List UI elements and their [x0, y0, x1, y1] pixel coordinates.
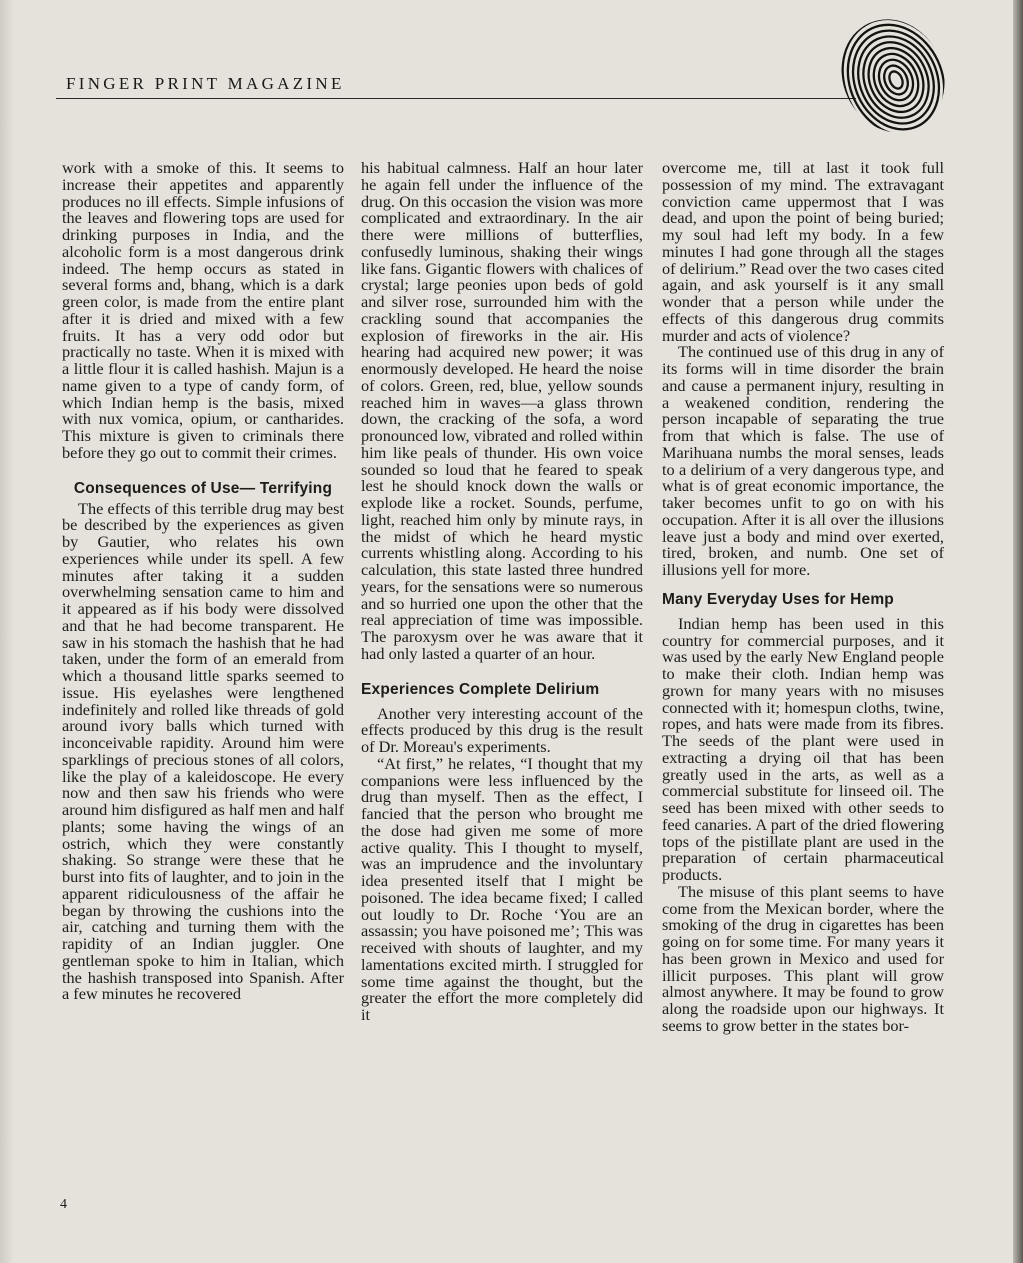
paragraph: Another very interesting account of the effects produced by this drug is the result of Dr. Moreau's experiments. — [361, 703, 643, 756]
text-column-3 — [662, 160, 944, 1035]
spacer — [62, 462, 344, 480]
fingerprint-logo — [838, 14, 948, 138]
text-column-1 — [62, 160, 344, 1003]
paragraph: The effects of this terrible drug may best be described by the experiences as given by Gautier, who relates his own experiences while under its spell. A few minutes after taking it a sudden overwhelming sensation came to him and it appeared as if his body were dissolved and that he had become transparent. He saw in his stomach the hashish that he had taken, under the form of an emerald from which a thousand little sparks seemed to issue. His eyelashes were lengthened indefinitely and rolled like threads of gold around ivory balls which turned with inconceivable rapidity. Around him were sparklings of precious stones of all colors, like the play of a kaleidoscope. He every now and then saw his friends who were around him disfigured as half men and half plants; some having the wings of an ostrich, which they were constantly shaking. So strange were these that he burst into fits of laughter, and to join in the apparent ridiculousness of the affair he began by throwing the cushions into the air, catching and turning them with the rapidity of an Indian juggler. One gentleman spoke to him in Italian, which the hashish transposed into Spanish. After a few minutes he recovered — [62, 498, 344, 1004]
paragraph: work with a smoke of this. It seems to increase their appetites and apparently produces no ill effects. Simple infusions of the leaves and flowering tops are used for drinking purposes in India, and the alcoholic form is a most dangerous drink indeed. The hemp occurs as stated in several forms and, bhang, which is a dark green color, is made from the entire plant after it is dried and mixed with a few fruits. It has a very odd odor but practically no taste. When it is mixed with a little flour it is called hashish. Majun is a name given to a type of candy form, of which Indian hemp is the basis, mixed with nux vomica, opium, or cantharides. This mixture is given to criminals there before they go out to commit their crimes. — [62, 158, 344, 462]
running-header: FINGER PRINT MAGAZINE — [66, 74, 345, 93]
paragraph: The continued use of this drug in any of its forms will in time disorder the brain and cause a permanent injury, resulting in a weakened condition, rendering the person incapable of separating the true from that which is false. The use of Marihuana numbs the moral senses, leads to a delirium of a very dangerous type, and what is of great economic importance, the taker becomes unfit to go on with his occupation. After it is all over the illusions leave just a body and mind over exerted, tired, broken, and numb. One set of illusions yell for more. — [662, 342, 944, 579]
paragraph: overcome me, till at last it took full possession of my mind. The extravagant conviction came uppermost that I was dead, and upon the point of being buried; my soul had left my body. In a few minutes I had gone through all the stages of delirium.” Read over the two cases cited again, and ask yourself is it any small wonder that a person while under the effects of this dangerous drug commits murder and acts of violence? — [662, 158, 944, 345]
paragraph: “At first,” he relates, “I thought that my companions were less influenced by the drug than myself. Then as the effect, I fancied that the person who brought me the dose had given me some of more active quality. This I thought to myself, was an imprudence and the involuntary idea presented itself that I might be poisoned. The idea became fixed; I called out loudly to Dr. Roche ‘You are an assassin; you have poisoned me’; This was received with shouts of laughter, and my lamentations excited mirth. I struggled for some time against the thought, but the greater the effort the more completely did it — [361, 753, 643, 1024]
section-heading: Experiences Complete Delirium — [361, 680, 600, 698]
section-heading: Many Everyday Uses for Hemp — [662, 590, 894, 608]
header-rule — [56, 98, 856, 99]
page-number: 4 — [60, 1197, 67, 1212]
section-heading: Consequences of Use— Terrifying — [73, 479, 333, 497]
spacer — [662, 579, 944, 591]
paragraph: The misuse of this plant seems to have come from the Mexican border, where the smoking of the drug in cigarettes has been going on for some time. For many years it has been grown in Mexico and used for illicit purposes. This plant will grow almost anywhere. It may be found to grow along the roadside upon our highways. It seems to grow better in the states bor- — [662, 881, 944, 1035]
gutter-shadow — [0, 0, 14, 1263]
page-edge-shadow — [1013, 0, 1023, 1263]
spacer — [361, 663, 643, 681]
paragraph: his habitual calmness. Half an hour later he again fell under the influence of the drug. On this occasion the vision was more complicated and extraordinary. In the air there were millions of butterflies, confusedly luminous, shaking their wings like fans. Gigantic flowers with chalices of crystal; large peonies upon beds of gold and silver rose, surrounded him with the crackling sound that accompanies the explosion of fireworks in the air. His hearing had acquired new power; it was enormously developed. He heard the noise of colors. Green, red, blue, yellow sounds reached him in waves—a glass thrown down, the cracking of the sofa, a word pronounced low, vibrated and rolled within him like peals of thunder. His own voice sounded so loud that he feared to speak lest he should knock down the walls or explode like a rocket. Sounds, perfume, light, reached him only by minute rays, in the midst of which he heard mystic currents whistling along. According to his calculation, this state lasted three hundred years, for the sensations were so numerous and so hurried one upon the other that the real appreciation of time was impossible. The paroxysm over he was aware that it had only lasted a quarter of an hour. — [361, 158, 643, 663]
text-column-2 — [361, 160, 643, 1024]
paragraph: Indian hemp has been used in this country for commercial purposes, and it was used by the early New England people to make their cloth. Indian hemp was grown for many years with no misuses connected with it; homespun cloths, twine, ropes, and hats were made from its fibres. The seeds of the plant were used in extracting a drying oil that has been greatly used in the arts, as well as a commercial substitute for linseed oil. The seed has been mixed with other seeds to feed canaries. A part of the dried flowering tops of the pistillate plant are used in the preparation of certain pharmaceutical products. — [662, 613, 944, 884]
